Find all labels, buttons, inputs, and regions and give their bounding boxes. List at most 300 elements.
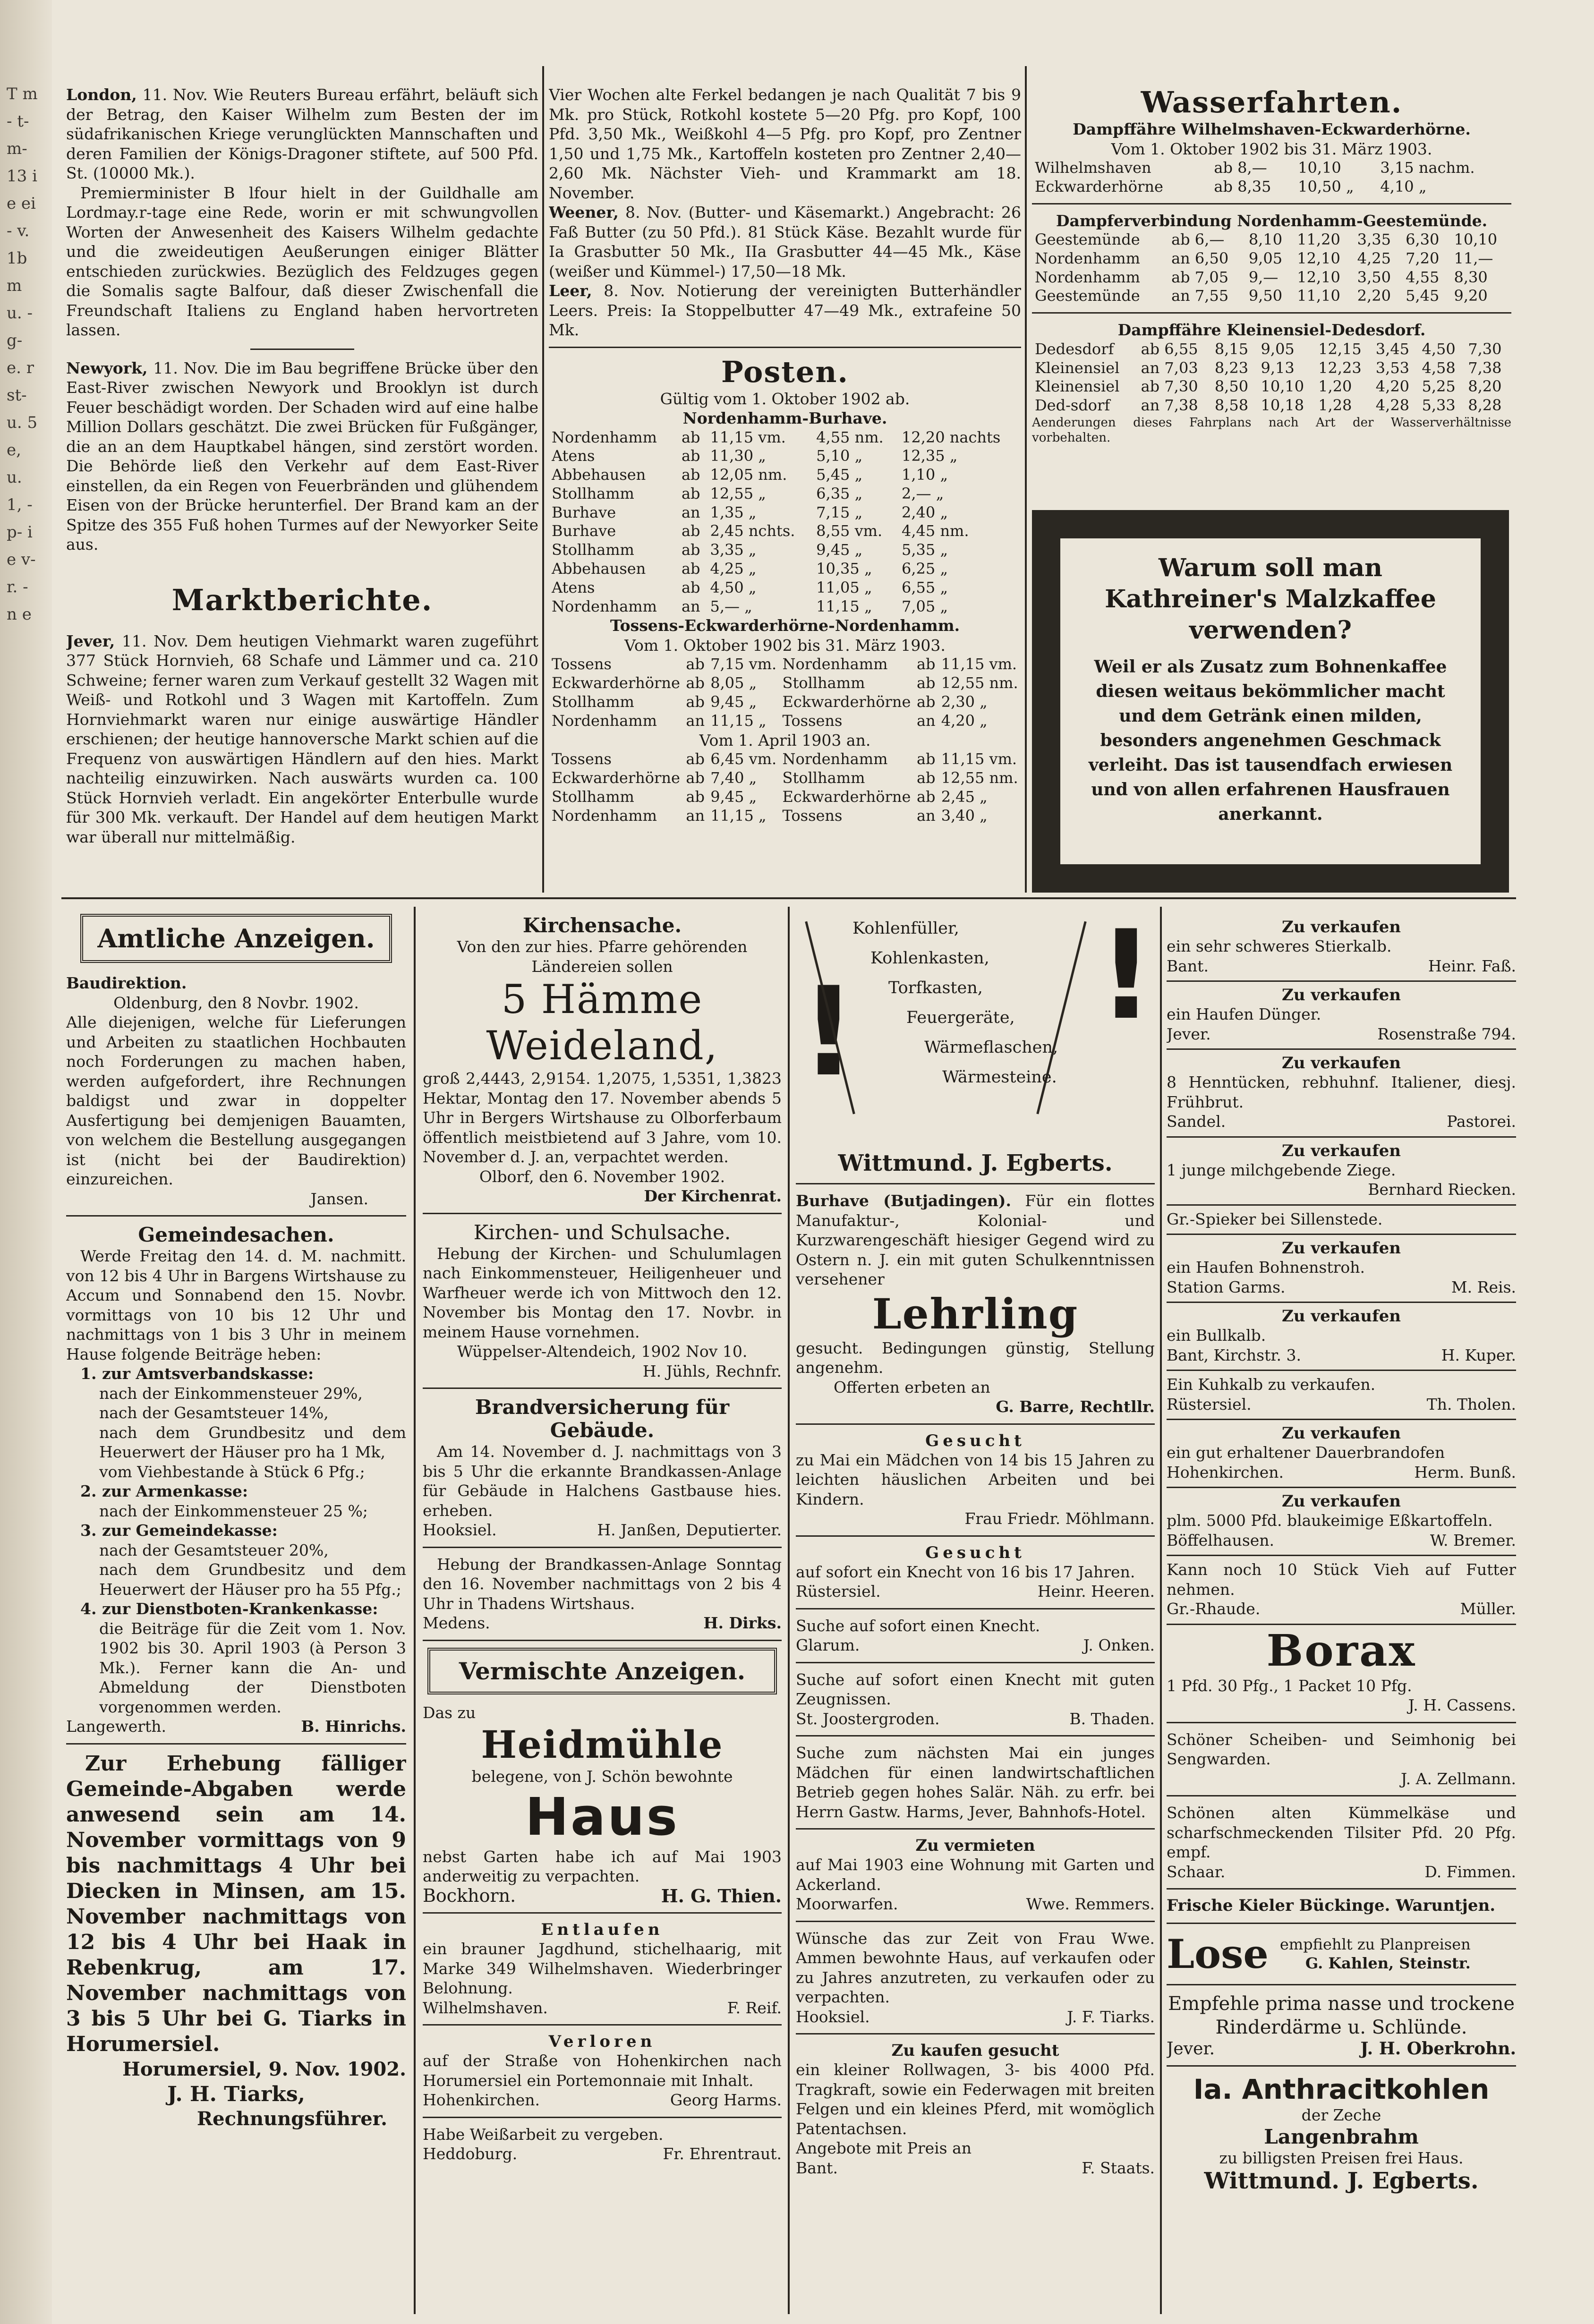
- article-premier: Premierminister B lfour hielt in der Guildhalle am Lordmay.r-tage eine Rede, worin er mit schwungvollen Worten der Anwesenheit des Kaisers Wilhelm gedachte und die zweideutigen Aeußerungen einiger Blätter entschieden zurückwies. Bezüglich des Feldzuges gegen die Somalis sagte Balfour, daß dieser Zwischenfall die Freundschaft Italiens zu England haben hervortreten lassen.: [66, 183, 538, 339]
- route2-valid-spring: Vom 1. April 1903 an.: [699, 731, 871, 749]
- burhave-ad: [796, 1191, 1155, 1289]
- route1-cell: Abbehausen: [552, 466, 646, 484]
- route2b-row: [549, 788, 1021, 807]
- classified-ad-place: Böffelhausen.: [1167, 1531, 1275, 1549]
- ferry3-cell: 3,53: [1375, 358, 1410, 377]
- route1-cell: 1,35 „: [710, 503, 757, 521]
- gemeinde-item-head: 2. zur Armenkasse:: [80, 1482, 248, 1500]
- verloren-text: auf der Straße von Hohenkirchen nach Horumersiel ein Portemonnaie mit Inhalt.: [423, 2052, 782, 2090]
- route2-valid: Vom 1. Oktober 1902 bis 31. März 1903.: [624, 636, 946, 655]
- ferry2-cell: 12,10: [1297, 249, 1340, 267]
- section-title-marktberichte: Marktberichte.: [171, 582, 433, 617]
- tilsiter-text: Schönen alten Kümmelkäse und scharfschmeckenden Tilsiter Pfd. 20 Pfg. empf.: [1167, 1804, 1516, 1861]
- gemeinde-place: Langewerth.: [66, 1717, 167, 1736]
- route1-cell: 5,45 „: [816, 466, 863, 484]
- brand-sign1-place: Hooksiel.: [423, 1521, 497, 1539]
- route2b-cell: Nordenhamm: [552, 806, 657, 825]
- kohlen-item: Kohlenfüller,: [852, 919, 959, 938]
- heid-sign: H. G. Thien.: [661, 1885, 782, 1907]
- article-leer-text: 8. Nov. Notierung der vereinigten Butterhändler Leers. Preis: Ia Stoppelbutter 47—49 Mk., extrafeine 50 Mk.: [549, 281, 1021, 339]
- ferry3-cell: 7,30: [1468, 340, 1502, 358]
- ferry1-cell: Wilhelmshaven: [1035, 159, 1151, 177]
- route1-cell: 5,35 „: [902, 541, 948, 559]
- ferry3-cell: 8,50: [1214, 377, 1249, 396]
- borax-text: 1 Pfd. 30 Pfg., 1 Packet 10 Pfg.: [1167, 1676, 1412, 1695]
- column-rule: [788, 907, 790, 2314]
- route2a-cell: 9,45 „: [710, 693, 757, 711]
- scheiben-text: Schöner Scheiben- und Seimhonig bei Sengwarden.: [1167, 1730, 1516, 1768]
- verloren-sign: Georg Harms.: [670, 2091, 782, 2109]
- book-spine: [0, 0, 52, 2324]
- divider: [423, 1213, 782, 1214]
- classified-ad-signature: [1167, 1112, 1516, 1132]
- article-london-lead: London,: [66, 85, 137, 104]
- ferry1-cell: 10,10: [1298, 159, 1341, 177]
- classified-ad-text: plm. 5000 Pfd. blaukeimige Eßkartoffeln.: [1167, 1511, 1493, 1530]
- divider: [1032, 312, 1511, 314]
- ferry2-cell: 5,45: [1406, 287, 1440, 305]
- brand-sign2-place: Medens.: [423, 1614, 490, 1632]
- route2b-cell: 6,45 vm.: [710, 750, 777, 768]
- vermieten-title: Zu vermieten: [915, 1836, 1035, 1855]
- weiss-sign: Fr. Ehrentraut.: [663, 2145, 782, 2163]
- kirchensache-sign: Der Kirchenrat.: [644, 1187, 782, 1205]
- classified-ad: [1167, 1303, 1516, 1371]
- divider: [1167, 1888, 1516, 1890]
- entlaufen-sign: F. Reif.: [727, 1998, 782, 2017]
- kirchensache-date: Olborf, den 6. November 1902.: [479, 1167, 725, 1186]
- heidmuehle-headline: Heidmühle: [481, 1722, 724, 1767]
- route1-cell: 12,35 „: [902, 447, 958, 465]
- route1-cell: Atens: [552, 578, 595, 596]
- classified-ad-title: Zu verkaufen: [1282, 1141, 1401, 1160]
- route1-cell: ab: [681, 541, 700, 559]
- article-leer-lead: Leer,: [549, 281, 592, 300]
- ferry3-cell: 5,25: [1422, 377, 1456, 396]
- classified-ad-signature: [1167, 1277, 1516, 1297]
- ferry3-cell: 1,20: [1318, 377, 1352, 396]
- verloren-place: Hohenkirchen.: [423, 2091, 540, 2109]
- article-weener-text: 8. Nov. (Butter- und Käsemarkt.) Angebracht: 26 Faß Butter (zu 50 Pfd.). 81 Stück Käse. Bezahlt wurde für Ia Grasbutter 50 Mk., IIa Grasbutter 44—45 Mk., Käse (weißer und Kümmel-) 17,50—18 Mk.: [549, 203, 1021, 281]
- classified-ad-signature: [1167, 1463, 1516, 1482]
- baudirektion-date: Oldenburg, den 8 Novbr. 1902.: [113, 993, 359, 1012]
- route1-cell: ab: [681, 484, 700, 502]
- route2b-cell: ab: [916, 787, 936, 806]
- classified-ad-sign: Heinr. Faß.: [1428, 956, 1516, 975]
- anthra-title: Ia. Anthracitkohlen: [1193, 2073, 1490, 2105]
- kohlen-item: Wärmeflaschen,: [924, 1038, 1058, 1057]
- ferry2-row: [1032, 268, 1511, 287]
- entlaufen-place: Wilhelmshaven.: [423, 1998, 548, 2017]
- ferry2-cell: 9,20: [1454, 287, 1488, 305]
- lehrling-offer: Offerten erbeten an: [834, 1378, 990, 1396]
- anthra-sub: der Zeche: [1301, 2106, 1381, 2124]
- divider: [796, 1535, 1155, 1537]
- kathreiner-ad-text: Weil er als Zusatz zum Bohnenkaffee diesen weitaus bekömmlicher macht und dem Getränk einen milden, besonders angenehmen Geschmack verleiht. Das ist tausendfach erwiesen und von allen erfahrenen Hausfrauen anerkannt.: [1088, 657, 1453, 824]
- gemeinde-item: nach der Einkommensteuer 29%,: [99, 1384, 363, 1403]
- classified-ad-signature: [1167, 1599, 1516, 1619]
- gesucht2-sign: Heinr. Heeren.: [1037, 1582, 1155, 1600]
- article-markt-intro: Vier Wochen alte Ferkel bedangen je nach Qualität 7 bis 9 Mk. pro Stück, Rotkohl kostete 5—20 Pfg. pro Kopf, 100 Pfd. 3,50 Mk., Weißkohl 4—5 Pfg. pro Kopf, pro Zentner 1,50 und 1,75 Mk., Kartoffeln kosteten pro Zentner 2,40—2,60 Mk. Nächster Vieh- und Krammarkt am 18. November.: [549, 85, 1021, 202]
- divider: [1167, 1923, 1516, 1924]
- ferry3-cell: 12,15: [1318, 340, 1362, 358]
- classified-ad-place: Bant.: [1167, 956, 1209, 975]
- article-newyork-lead: Newyork,: [66, 358, 148, 377]
- ferry2-cell: 11,—: [1454, 249, 1493, 267]
- divider: [549, 347, 1021, 348]
- route1-cell: 2,— „: [902, 484, 944, 502]
- route2a-cell: Eckwarderhörne: [552, 674, 680, 692]
- baudirektion-text: Alle diejenigen, welche für Lieferungen und Arbeiten zu staatlichen Hochbauten noch Forderungen zu machen haben, werden aufgefordert, ihre Rechnungen baldigst und zwar in doppelter Ausfertigung bei demjenigen Bauamten, von welchem die Bestellung ausgegangen ist (nicht bei der Baudirektion) einzureichen.: [66, 1013, 406, 1188]
- lose-headline: Lose: [1167, 1930, 1269, 1977]
- route1-cell: ab: [681, 578, 700, 596]
- ferry2-row: [1032, 287, 1511, 306]
- ferry3-cell: 8,58: [1214, 396, 1249, 415]
- route2a-cell: Tossens: [552, 655, 612, 673]
- ferry2-cell: Nordenhamm: [1035, 249, 1140, 267]
- ferry2-cell: 2,20: [1357, 287, 1391, 305]
- classified-ad-place: Rüstersiel.: [1167, 1395, 1252, 1413]
- ferry3-cell: ab 7,30: [1141, 377, 1198, 396]
- kohlen-item: Wärmesteine.: [942, 1068, 1057, 1087]
- route1-cell: 12,20 nachts: [902, 428, 1001, 446]
- classified-ad-place: Gr.-Spieker bei Sillenstede.: [1167, 1209, 1383, 1228]
- ferry2-cell: 12,10: [1297, 268, 1340, 286]
- amtliche-title: Amtliche Anzeigen.: [97, 923, 375, 953]
- route1-cell: ab: [681, 466, 700, 484]
- suche1-place: Glarum.: [796, 1636, 860, 1654]
- classified-ad-signature: [1167, 1531, 1516, 1550]
- divider: [796, 1183, 1155, 1184]
- ferry3-cell: Dedesdorf: [1035, 340, 1114, 358]
- brand-signature2: [423, 1613, 782, 1633]
- schulsache-text: Hebung der Kirchen- und Schulumlagen nach Einkommensteuer, Heiligenheuer und Warfheuer werde ich von Mittwoch den 12. November bis Montag den 17. Novbr. in meinem Hause vornehmen.: [423, 1244, 782, 1341]
- column-rule: [542, 66, 544, 893]
- ferry2-cell: 6,30: [1406, 230, 1440, 249]
- classified-ad-signature: [1167, 956, 1516, 976]
- route1-cell: 8,55 vm.: [816, 522, 883, 540]
- route1-cell: 1,10 „: [902, 466, 948, 484]
- route1-cell: 11,30 „: [710, 447, 766, 465]
- divider: [250, 349, 354, 350]
- route2b-cell: 3,40 „: [941, 806, 988, 825]
- classified-ad-sign: M. Reis.: [1451, 1277, 1516, 1296]
- ferry3-cell: 8,20: [1468, 377, 1502, 396]
- route2a-row: [549, 655, 1021, 674]
- route2a-cell: 2,30 „: [941, 693, 988, 711]
- posten-valid: Gültig vom 1. Oktober 1902 ab.: [660, 389, 910, 408]
- ferry2-row: [1032, 249, 1511, 268]
- ferry3-title: Dampffähre Kleinensiel-Dedesdorf.: [1117, 321, 1426, 340]
- ferry2-cell: an 7,55: [1171, 287, 1229, 305]
- classified-ad-text: ein Bullkalb.: [1167, 1326, 1266, 1345]
- classified-ad-signature: [1167, 1395, 1516, 1414]
- column-rule: [1160, 907, 1162, 2314]
- route2a-row: [549, 674, 1021, 693]
- upper-column-1: [66, 85, 538, 888]
- route1-row: [549, 428, 1021, 447]
- weiss-text: Habe Weißarbeit zu vergeben.: [423, 2125, 664, 2144]
- article-newyork-text: 11. Nov. Die im Bau begriffene Brücke über den East-River zwischen Newyork und Brooklyn ist durch Feuer beschädigt worden. Der Schaden wird auf eine halbe Million Dollars geschätzt. Die zwei Brücken für Fußgänger, die an an dem Hauptkabel hängen, sind zerstört worden. Die Behörde ließ den Verkehr auf dem East-River einstellen, da ein Regen von Feuerbränden und glühendem Eisen von der Brücke herunterfiel. Der Brand kam an der Spitze des 355 Fuß hohen Turmes auf der Newyorker Seite aus.: [66, 358, 538, 553]
- gemeinde-item: nach dem Grundbesitz und dem Heuerwert der Häuser pro ha 1 Mk,: [99, 1423, 406, 1461]
- route1-cell: 6,35 „: [816, 484, 863, 502]
- classified-ad-signature: [1167, 1024, 1516, 1044]
- brand-text1: Am 14. November d. J. nachmittags von 3 bis 5 Uhr die erkannte Brandkassen-Anlage für Gebäude in Halchens Gastbause hies. erheben.: [423, 1442, 782, 1520]
- route2b-cell: Stollhamm: [552, 787, 634, 806]
- route2a-cell: ab: [686, 655, 705, 673]
- route1-cell: ab: [681, 522, 700, 540]
- gesucht2-text: auf sofort ein Knecht von 16 bis 17 Jahren.: [796, 1562, 1135, 1581]
- route2b-cell: 12,55 nm.: [941, 768, 1018, 787]
- weideland-headline: 5 Hämme Weideland,: [486, 976, 718, 1069]
- route2a-cell: ab: [916, 693, 936, 711]
- article-weener-lead: Weener,: [549, 203, 619, 221]
- route1-cell: 11,15 vm.: [710, 428, 786, 446]
- erhebung-date: Horumersiel, 9. Nov. 1902.: [122, 2058, 406, 2080]
- ferry3-cell: Kleinensiel: [1035, 377, 1120, 396]
- section-title-posten: Posten.: [721, 354, 849, 389]
- route2a-row: [549, 712, 1021, 731]
- classified-ad-text: Kann noch 10 Stück Vieh auf Futter nehmen.: [1167, 1560, 1516, 1599]
- kohlen-item: Torfkasten,: [888, 979, 983, 997]
- erhebung-text: Zur Erhebung fälliger Gemeinde-Abgaben werde anwesend sein am 14. November vormittags von 9 bis nachmittags 4 Uhr bei Diecken in Minsen, am 15. November nachmittags von 12 bis 4 Uhr bei Haak in Rebenkrug, am 17. November nachmittags von 3 bis 5 Uhr bei G. Tiarks in Horumersiel.: [66, 1751, 406, 2056]
- wuensche-place: Hooksiel.: [796, 2007, 870, 2026]
- burhave-lead: Burhave (Butjadingen).: [796, 1192, 1011, 1210]
- route1-cell: Abbehausen: [552, 560, 646, 578]
- classified-ad-place: Sandel.: [1167, 1112, 1226, 1131]
- route2a-cell: Nordenhamm: [782, 655, 888, 673]
- route1-cell: 6,25 „: [902, 560, 948, 578]
- route1-row: [549, 541, 1021, 560]
- route1-row: [549, 579, 1021, 597]
- brand-text2: Hebung der Brandkassen-Anlage Sonntag den 16. November nachmittags von 2 bis 4 Uhr in Thadens Wirtshaus.: [423, 1555, 782, 1613]
- ferry2-cell: ab 6,—: [1171, 230, 1225, 249]
- kaufen-signature: [796, 2158, 1155, 2178]
- darm-place: Jever.: [1167, 2039, 1215, 2059]
- timetable-ferry-wilhelmshaven: [1032, 159, 1511, 196]
- route2a-cell: 12,55 nm.: [941, 674, 1018, 692]
- route1-cell: 7,15 „: [816, 503, 863, 521]
- suche1-sign: J. Onken.: [1083, 1636, 1155, 1654]
- divider: [423, 2024, 782, 2026]
- route2b-cell: an: [916, 806, 936, 825]
- verloren-signature: [423, 2090, 782, 2110]
- lose-ad: [1167, 1931, 1516, 1977]
- timetable-tossens-spring: [549, 750, 1021, 825]
- classified-ad-title: Zu verkaufen: [1282, 1239, 1401, 1258]
- route1-title: Nordenhamm-Burhave.: [682, 409, 887, 427]
- route2a-cell: 11,15 „: [710, 711, 767, 730]
- exclamation-mark-left: !: [801, 961, 857, 1104]
- tilsiter-signature: [1167, 1862, 1516, 1882]
- route1-cell: 6,55 „: [902, 578, 948, 596]
- borax-headline: Borax: [1266, 1625, 1416, 1676]
- gemeinde-item: nach der Einkommensteuer 25 %;: [99, 1501, 368, 1520]
- ferry3-cell: 8,15: [1214, 340, 1249, 358]
- lehrling-text: gesucht. Bedingungen günstig, Stellung angenehm.: [796, 1338, 1155, 1377]
- heid-intro: Das zu: [423, 1703, 476, 1722]
- kaufen-offer: Angebote mit Preis an: [796, 2139, 972, 2157]
- timetable-kleinensiel-dedesdorf: [1032, 340, 1511, 415]
- classified-ad-signature: [1167, 1345, 1516, 1365]
- classified-ad-text: ein Haufen Dünger.: [1167, 1005, 1321, 1023]
- kathreiner-ad-title: Warum soll man Kathreiner's Malzkaffee verwenden?: [1105, 553, 1436, 645]
- divider: [796, 2033, 1155, 2035]
- gemeinde-sign: B. Hinrichs.: [301, 1717, 406, 1736]
- suche2-text: Suche auf sofort einen Knecht mit guten Zeugnissen.: [796, 1670, 1155, 1708]
- lower-column-1: [66, 914, 406, 2312]
- classified-ad: [1167, 1488, 1516, 1556]
- ferry3-cell: Kleinensiel: [1035, 358, 1120, 377]
- route1-row: [549, 503, 1021, 522]
- ferry1-cell: ab 8,35: [1214, 177, 1271, 196]
- ferry3-row: [1032, 359, 1511, 378]
- suche3-text: Suche zum nächsten Mai ein junges Mädchen für einen landwirtschaftlichen Betrieb gegen hohes Salär. Näh. zu erfr. bei Herrn Gastw. Harms, Jever, Bahnhofs-Hotel.: [796, 1744, 1155, 1821]
- route2a-cell: 8,05 „: [710, 674, 757, 692]
- column-rule: [414, 907, 416, 2314]
- ferry3-cell: 4,58: [1422, 358, 1456, 377]
- ferry3-cell: 1,28: [1318, 396, 1352, 415]
- route1-cell: Stollhamm: [552, 541, 634, 559]
- tilsiter-sign: D. Fimmen.: [1424, 1862, 1516, 1881]
- route1-cell: an: [681, 503, 700, 521]
- route1-cell: Atens: [552, 447, 595, 465]
- divider: [796, 1423, 1155, 1425]
- kaufen-text: ein kleiner Rollwagen, 3- bis 4000 Pfd. Tragkraft, sowie ein Federwagen mit breiten Felgen und ein kleines Pferd, mit womöglich Patentachsen.: [796, 2060, 1155, 2138]
- kohlen-item: Feuergeräte,: [906, 1008, 1015, 1027]
- route2b-cell: ab: [916, 750, 936, 768]
- route1-cell: Stollhamm: [552, 484, 634, 502]
- kohlen-ad: [796, 914, 1155, 1150]
- divider: [423, 1547, 782, 1548]
- lower-column-3: [796, 914, 1155, 2312]
- vermischte-header-box: [427, 1648, 777, 1694]
- classified-ad-title: Zu verkaufen: [1282, 1492, 1401, 1511]
- schulsache-sign: H. Jühls, Rechnfr.: [642, 1362, 782, 1380]
- haus-headline: Haus: [525, 1786, 680, 1847]
- ferry1-cell: ab 8,—: [1214, 159, 1267, 177]
- ferry1-row: [1032, 159, 1511, 178]
- gesucht2-signature: [796, 1582, 1155, 1601]
- route2b-cell: Eckwarderhörne: [552, 768, 680, 787]
- classified-ad-signature: [1167, 1180, 1516, 1200]
- burhave-text: Für ein flottes Manufaktur-, Kolonial- und Kurzwarengeschäft hiesiger Gegend wird zu Ostern n. J. ein mit guten Schulkenntnissen versehener: [796, 1192, 1155, 1288]
- divider: [66, 1215, 406, 1217]
- column-rule: [1025, 66, 1027, 893]
- anthra-mine: Langenbrahm: [1264, 2125, 1419, 2148]
- suche2-signature: [796, 1709, 1155, 1729]
- classified-ad-sign: Müller.: [1460, 1600, 1516, 1618]
- route2-title: Tossens-Eckwarderhörne-Nordenhamm.: [610, 616, 960, 635]
- lehrling-sign: G. Barre, Rechtllr.: [996, 1397, 1155, 1416]
- vermieten-sign: Wwe. Remmers.: [1026, 1895, 1155, 1913]
- classified-ad: [1167, 1556, 1516, 1625]
- kaufen-sign: F. Staats.: [1082, 2158, 1155, 2177]
- route1-cell: 4,55 nm.: [816, 428, 884, 446]
- lower-column-2: [423, 914, 782, 2312]
- classified-ad: [1167, 1138, 1516, 1206]
- route2a-cell: an: [686, 711, 705, 730]
- suche2-place: St. Joostergroden.: [796, 1709, 940, 1728]
- ferry3-cell: 9,05: [1261, 340, 1295, 358]
- baudirektion-sign: Jansen.: [310, 1189, 368, 1208]
- article-jever-text: 11. Nov. Dem heutigen Viehmarkt waren zugeführt 377 Stück Hornvieh, 68 Schafe und Lämmer und ca. 210 Schweine; ferner waren zum Verkauf gestellt 32 Wagen mit Weiß- und Rotkohl und 3 Wagen mit Kartoffeln. Zum Hornviehmarkt waren nur einige auswärtige Händler erschienen; der heutige hannoversche Markt schien auf die Frequenz von auswärtigen Händlern auf den hies. Markt nachteilig einzuwirken. Nach auswärts wurden ca. 100 Stück Hornvieh verladt. Ein angekörter Enterbulle wurde für 300 Mk. verkauft. Der Handel auf dem heutigen Markt war überall nur mittelmäßig.: [66, 631, 538, 846]
- route1-cell: ab: [681, 447, 700, 465]
- vermieten-signature: [796, 1894, 1155, 1914]
- weiss-signature: [423, 2144, 782, 2164]
- route1-cell: Nordenhamm: [552, 428, 657, 446]
- divider: [423, 1640, 782, 1641]
- divider: [1167, 1795, 1516, 1796]
- classified-ad-place: Bant, Kirchstr. 3.: [1167, 1345, 1301, 1364]
- route1-row: [549, 560, 1021, 579]
- route2a-cell: Stollhamm: [782, 674, 865, 692]
- route2b-cell: 11,15 vm.: [941, 750, 1017, 768]
- classified-ad-sign: Pastorei.: [1447, 1112, 1516, 1131]
- ferry2-cell: 7,20: [1406, 249, 1440, 267]
- gemeinde-items: [66, 1364, 406, 1717]
- classified-ad-place: Hohenkirchen.: [1167, 1463, 1284, 1481]
- erhebung-role: Rechnungsführer.: [196, 2107, 387, 2130]
- gemeinde-text: Werde Freitag den 14. d. M. nachmitt. von 12 bis 4 Uhr in Bargens Wirtshause zu Accum und Sonnabend den 15. Novbr. vormittags von 10 bis 12 Uhr und nachmittags von 1 bis 3 Uhr in meinem Hause folgende Beiträge heben:: [66, 1247, 406, 1363]
- entlaufen-signature: [423, 1998, 782, 2018]
- route1-cell: 2,45 nchts.: [710, 522, 795, 540]
- article-leer: [549, 281, 1021, 340]
- route1-cell: Burhave: [552, 522, 616, 540]
- divider: [796, 1662, 1155, 1663]
- route2a-cell: 4,20 „: [941, 711, 988, 730]
- timetable-nordenhamm-burhave: [549, 428, 1021, 616]
- route2b-cell: ab: [686, 768, 705, 787]
- ferry3-cell: 8,28: [1468, 396, 1502, 415]
- weiss-place: Heddoburg.: [423, 2145, 518, 2163]
- route1-cell: 9,45 „: [816, 541, 863, 559]
- gemeinde-item: die Beiträge für die Zeit vom 1. Nov. 1902 bis 30. April 1903 (à Person 3 Mk.). Ferner kann die An- und Abmeldung der Dienstboten vorgenommen werden.: [99, 1619, 406, 1716]
- ferry2-cell: 9,05: [1248, 249, 1283, 267]
- divider: [1167, 2065, 1516, 2067]
- divider: [423, 2117, 782, 2118]
- route2b-cell: an: [686, 806, 705, 825]
- classified-ad: [1167, 914, 1516, 982]
- vermischte-title: Vermischte Anzeigen.: [459, 1657, 746, 1685]
- article-jever-lead: Jever,: [66, 631, 115, 650]
- route2a-cell: 7,15 vm.: [710, 655, 777, 673]
- timetable-tossens-winter: [549, 655, 1021, 730]
- ferry1-cell: 3,15 nachm.: [1380, 159, 1475, 177]
- classified-ad-title: Zu verkaufen: [1282, 918, 1401, 936]
- gesucht2-title: Gesucht: [925, 1543, 1025, 1562]
- ferry3-cell: 10,10: [1261, 377, 1304, 396]
- classified-ad-title: Zu verkaufen: [1282, 986, 1401, 1005]
- heid-place: Bockhorn.: [423, 1885, 516, 1906]
- erhebung-sign: J. H. Tiarks,: [167, 2082, 305, 2106]
- route1-cell: 12,05 nm.: [710, 466, 787, 484]
- classified-ad-sign: Herm. Bunß.: [1414, 1463, 1516, 1481]
- ferry3-cell: Ded-sdorf: [1035, 396, 1110, 415]
- heid-text: nebst Garten habe ich auf Mai 1903 anderweitig zu verpachten.: [423, 1847, 782, 1885]
- classified-ad-title: Zu verkaufen: [1282, 1307, 1401, 1326]
- ferry1-valid: Vom 1. Oktober 1902 bis 31. März 1903.: [1111, 139, 1432, 158]
- route2b-cell: 9,45 „: [710, 787, 757, 806]
- ferry2-cell: 11,20: [1297, 230, 1340, 249]
- article-jever: [66, 631, 538, 847]
- kohlen-sign: Wittmund. J. Egberts.: [838, 1150, 1113, 1176]
- article-london: [66, 85, 538, 183]
- route1-cell: 4,50 „: [710, 578, 757, 596]
- scheiben-sign: J. A. Zellmann.: [1401, 1769, 1516, 1788]
- ferry1-cell: Eckwarderhörne: [1035, 177, 1163, 196]
- suche1-signature: [796, 1635, 1155, 1655]
